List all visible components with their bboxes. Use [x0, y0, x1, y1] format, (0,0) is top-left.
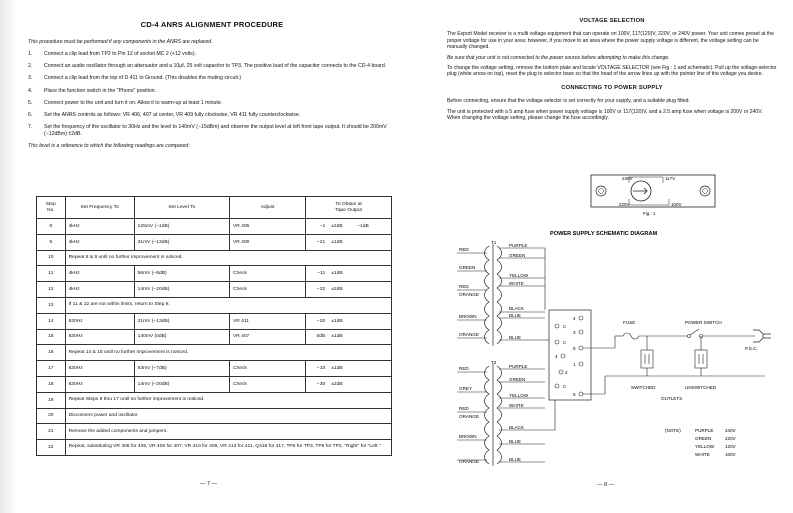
row-step-no: 17 [37, 361, 66, 377]
t2-wire-brown: BROWN [459, 434, 477, 439]
power-para-2: The unit is protected with a 5 amp fuse when power supply voltage is 100V or 117(120)V, and a 2.5 amp fuse when voltage is 200V or 240V. When changing the voltage setting, please change the fuse accordingly. [447, 108, 763, 122]
row-target [306, 219, 392, 235]
voltage-selection-title: VOLTAGE SELECTION [579, 18, 645, 24]
row-target-extra [353, 366, 357, 371]
alignment-steps [28, 51, 396, 137]
row-instruction: Repeat Steps 8 thru 17 until no further improvement is noticed. [65, 392, 391, 408]
t2-wire-grey: GREY [459, 386, 473, 391]
selector-wiring [545, 248, 615, 430]
note-volt-4: 100V [725, 452, 736, 457]
row-instruction: Repeat 14 & 15 until no further improvement is noticed. [65, 345, 391, 361]
row-target-value: 0dB [316, 334, 326, 340]
note-volt-3: 120V [725, 444, 736, 449]
left-page [28, 20, 396, 149]
row-step-no: 10 [37, 250, 66, 266]
row-target [306, 266, 392, 282]
row-adjust: Check [229, 266, 305, 282]
switched-label: SWITCHED [631, 385, 656, 390]
row-target-tolerance: ±1dB [331, 334, 343, 340]
outlets-symbols [641, 350, 707, 368]
row-level: 31mV (−13dB) [134, 234, 229, 250]
row-target [306, 234, 392, 250]
table-body [37, 219, 392, 456]
selector-contacts [555, 316, 583, 396]
row-target-extra [353, 271, 357, 276]
t2-out-black: BLACK [509, 425, 525, 430]
t1-out-green: GREEN [509, 253, 526, 258]
alignment-intro: This procedure must be performed if any components in the ANRS are replaced. [28, 39, 213, 45]
pin-4b: 4 [555, 354, 558, 359]
t1-wire-red-1: RED [459, 247, 469, 252]
t1-out-yellow: YELLOW [509, 273, 529, 278]
row-frequency: 630Hz [65, 329, 134, 345]
table-row [37, 329, 392, 345]
row-target [306, 361, 392, 377]
row-level: 125mV (−1dB) [134, 219, 229, 235]
row-step-no: 8 [37, 219, 66, 235]
row-target-tolerance: ±2dB [331, 223, 343, 229]
unswitched-label: UNSWITCHED [685, 385, 717, 390]
voltage-selector-figure [589, 171, 719, 217]
row-frequency: 4kHz [65, 234, 134, 250]
table-row [37, 234, 392, 250]
transformer-t2 [485, 364, 502, 466]
table-row [37, 424, 392, 440]
row-step-no: 16 [37, 345, 66, 361]
screw-right-inner [703, 189, 708, 194]
t1-out-blue-2: BLUE [509, 335, 522, 340]
note-color-2: GREEN [695, 436, 712, 441]
t1-right-wires [499, 248, 545, 340]
t2-wire-orange-2: ORANGE [459, 459, 479, 464]
t2-out-blue-1: BLUE [509, 439, 522, 444]
row-level: 14mV (−20dB) [134, 376, 229, 392]
row-target-value: −1 [319, 223, 326, 229]
pin-1: 1 [573, 362, 576, 367]
row-step-no: 12 [37, 282, 66, 298]
label-100v: 100V [671, 202, 682, 207]
voltage-warning: Be sure that your unit is not connected to the power source before attempting to make this change. [447, 54, 670, 61]
pin-c-2: C [563, 340, 567, 345]
transformer-t1 [485, 244, 502, 346]
right-page [447, 18, 777, 122]
power-switch-label: POWER SWITCH [685, 320, 722, 325]
table-row [37, 392, 392, 408]
pin-6: 6 [573, 346, 576, 351]
page-number-right: — 8 — [597, 482, 615, 488]
t2-label: T2 [491, 360, 497, 365]
row-frequency: 4kHz [65, 219, 134, 235]
row-target-extra [353, 382, 357, 387]
row-step-no: 13 [37, 297, 66, 313]
label-240v: 240V [622, 176, 633, 181]
label-117v: 117V [665, 176, 676, 181]
row-target-extra [353, 334, 357, 339]
t2-out-white: WHITE [509, 403, 524, 408]
row-adjust: Check [229, 282, 305, 298]
t1-wire-brown: BROWN [459, 314, 477, 319]
row-step-no: 18 [37, 376, 66, 392]
header-target: To Obtain at Tape Output [306, 197, 392, 219]
note-color-1: PURPLE [695, 428, 714, 433]
screw-left-inner [599, 189, 604, 194]
row-instruction: Repeat, substituting VR 406 for 405, VR 408 for 407, VR 410 for 409, VR 412 for 411, Q418 for 417, TP6 for TP3, TP5 for TP2, "Right" for "Left." [65, 440, 391, 456]
row-level: 31mV (−13dB) [134, 313, 229, 329]
row-target-extra [353, 240, 357, 245]
power-supply-schematic [455, 226, 780, 470]
row-target-extra [353, 287, 357, 292]
step-3: 3. Connect a clip lead from the top of D 411 to Ground. (This disables the muting circuit.) [28, 75, 242, 82]
row-target-tolerance: ±2dB [331, 287, 343, 293]
row-step-no: 14 [37, 313, 66, 329]
table-row [37, 361, 392, 377]
pin-2: 2 [565, 370, 568, 375]
t2-out-yellow: YELLOW [509, 393, 529, 398]
row-target-value: −11 [317, 271, 326, 277]
row-level: 140mV (0dB) [134, 329, 229, 345]
row-adjust: VR 407 [229, 329, 305, 345]
t2-wire-red-2: RED [459, 406, 469, 411]
row-step-no: 19 [37, 392, 66, 408]
table-row [37, 297, 392, 313]
step-4: 4. Place the function switch in the "Phono" position. [28, 87, 157, 94]
row-target [306, 329, 392, 345]
row-adjust: Check [229, 376, 305, 392]
row-frequency: 4kHz [65, 282, 134, 298]
row-instruction: Disconnect power and oscillator [65, 408, 391, 424]
psc-label: P.S.C. [745, 346, 758, 351]
step-5: 5. Connect power to the unit and turn it on. Allow it to warm-up at least 1 minute. [28, 99, 223, 106]
power-para-1: Before connecting, ensure that the voltage selector is set correctly for your supply, and a suitable plug fitted. [447, 97, 690, 104]
selector-plate [591, 175, 715, 207]
fig-caption: Fig : 1 [643, 211, 656, 216]
pointer-lines-bottom [629, 199, 669, 205]
row-adjust: Check [229, 361, 305, 377]
header-step: Step No. [37, 197, 66, 219]
pin-4: 4 [573, 316, 576, 321]
row-target [306, 313, 392, 329]
note-volt-2: 220V [725, 436, 736, 441]
row-target-tolerance: ±1dB [331, 271, 343, 277]
row-target-tolerance: ±1dB [331, 318, 343, 324]
schematic-title: POWER SUPPLY SCHEMATIC DIAGRAM [550, 231, 658, 237]
t1-out-white: WHITE [509, 281, 524, 286]
row-instruction: If 11 & 12 are not within limits, return to Step 8. [65, 297, 391, 313]
t1-label: T1 [491, 240, 497, 245]
t1-out-blue-1: BLUE [509, 313, 522, 318]
fuse-label: FUSE [623, 320, 636, 325]
row-frequency: 630Hz [65, 313, 134, 329]
row-adjust: VR 405 [229, 219, 305, 235]
page-number-left: — 7 — [200, 481, 218, 487]
voltage-para-2: To change the voltage setting, remove the bottom plate and locate VOLTAGE SELECTOR (see Fig : 1 and schematic). Pull up the voltage-selector plug (white arrow on top), reset the plug to selector base so that the head of the arrow lines up with the pointer line of the voltage you desire. [447, 64, 777, 78]
table-row [37, 440, 392, 456]
t2-wire-orange-1: ORANGE [459, 414, 479, 419]
voltage-para-1: The Export Model receiver is a multi voltage equipment that can operate on 100V, 117(120)V, 220V, or 240V power. Your unit comes preset at the proper voltage for use in your area; however, if you move to an area where the power supply voltage is different, the voltage setting can be manually changed. [447, 31, 774, 51]
outlets-label: OUTLETS [661, 396, 683, 401]
row-step-no: 21 [37, 424, 66, 440]
row-adjust: VR 409 [229, 234, 305, 250]
row-target-tolerance: ±1dB [331, 239, 343, 245]
row-target-extra: −1dB [357, 223, 369, 229]
fuse-symbol [623, 333, 639, 339]
pin-3: 3 [573, 330, 576, 335]
row-level: 63mV (−7dB) [134, 361, 229, 377]
t2-out-blue-2: BLUE [509, 457, 522, 462]
page-fold-shadow [0, 0, 18, 513]
t1-wire-orange-2: ORANGE [459, 332, 479, 337]
row-level: 56mV (−8dB) [134, 266, 229, 282]
screw-left [596, 186, 606, 196]
row-level: 14mV (−20dB) [134, 282, 229, 298]
row-instruction: Repeat 8 & 9 until no further improvement is noticed. [65, 250, 391, 266]
step-7: 7. Set the frequency of the oscillator to 30Hz and the level to 140mV (−15dBm) and observe the output level at left front tape output. It should be 200mV (−12dBm) ±2dB. [28, 124, 387, 137]
note-label: (NOTE) [665, 428, 681, 433]
pin-c-1: C [563, 324, 567, 329]
row-frequency: 630Hz [65, 361, 134, 377]
t1-out-black: BLACK [509, 306, 525, 311]
table-row [37, 345, 392, 361]
header-frequency: Set Frequency To [65, 197, 134, 219]
power-supply-title: CONNECTING TO POWER SUPPLY [561, 84, 663, 91]
table-row [37, 282, 392, 298]
table-row [37, 313, 392, 329]
note-color-4: WHITE [695, 452, 710, 457]
t2-wire-red-1: RED [459, 366, 469, 371]
row-frequency: 4kHz [65, 266, 134, 282]
row-target [306, 282, 392, 298]
pin-5: 5 [573, 392, 576, 397]
row-instruction: Remove the added components and jumpers. [65, 424, 391, 440]
row-adjust: VR 411 [229, 313, 305, 329]
note-volt-1: 240V [725, 428, 736, 433]
row-target [306, 376, 392, 392]
header-adjust: Adjust [229, 197, 305, 219]
row-target-value: −32 [316, 287, 326, 293]
t1-out-purple: PURPLE [509, 243, 528, 248]
alignment-table [36, 196, 392, 456]
row-target-value: −10 [316, 366, 326, 372]
t1-wire-red-2: RED [459, 284, 469, 289]
table-row [37, 408, 392, 424]
row-target-tolerance: ±1dB [331, 366, 343, 372]
row-target-tolerance: ±2dB [331, 381, 343, 387]
table-row [37, 376, 392, 392]
row-step-no: 11 [37, 266, 66, 282]
row-step-no: 9 [37, 234, 66, 250]
power-plug [753, 330, 771, 342]
row-target-value: −21 [316, 239, 326, 245]
screw-right [700, 186, 710, 196]
reference-note: This level is a reference to which the following readings are compared: [28, 142, 190, 149]
row-step-no: 15 [37, 329, 66, 345]
step-2: 2. Connect an audio oscillator through an attenuator and a 10µf, 25 volt capacitor to TP3. The positive lead of the capacitor connects to the CD-4 board. [28, 63, 387, 70]
row-target-value: −20 [316, 318, 326, 324]
header-level: Set Level To [134, 197, 229, 219]
t1-wire-green: GREEN [459, 265, 476, 270]
step-6: 6. Set the ANRS controls as follows: VR 406, 407 at center, VR 409 fully clockwise, VR 411 fully counterclockwise. [28, 111, 301, 118]
row-target-extra [353, 319, 357, 324]
t2-right-wires [499, 369, 545, 462]
row-step-no: 22 [37, 440, 66, 456]
selector-arrow [633, 188, 647, 194]
t2-out-purple: PURPLE [509, 364, 528, 369]
row-target-value: −30 [316, 381, 326, 387]
table-row [37, 250, 392, 266]
note-color-3: YELLOW [695, 444, 715, 449]
t1-wire-orange-1: ORANGE [459, 292, 479, 297]
row-step-no: 20 [37, 408, 66, 424]
label-220v: 220V [619, 202, 630, 207]
t2-out-green: GREEN [509, 377, 526, 382]
table-row [37, 266, 392, 282]
table-header-row [37, 197, 392, 219]
step-1: 1. Connect a clip lead from TP2 to Pin 12 of socket MC 2 (+12 volts). [28, 51, 196, 57]
alignment-title: CD-4 ANRS ALIGNMENT PROCEDURE [140, 20, 284, 29]
pin-c-3: C [563, 384, 567, 389]
table-row [37, 219, 392, 235]
mains-line [605, 329, 765, 376]
row-frequency: 630Hz [65, 376, 134, 392]
